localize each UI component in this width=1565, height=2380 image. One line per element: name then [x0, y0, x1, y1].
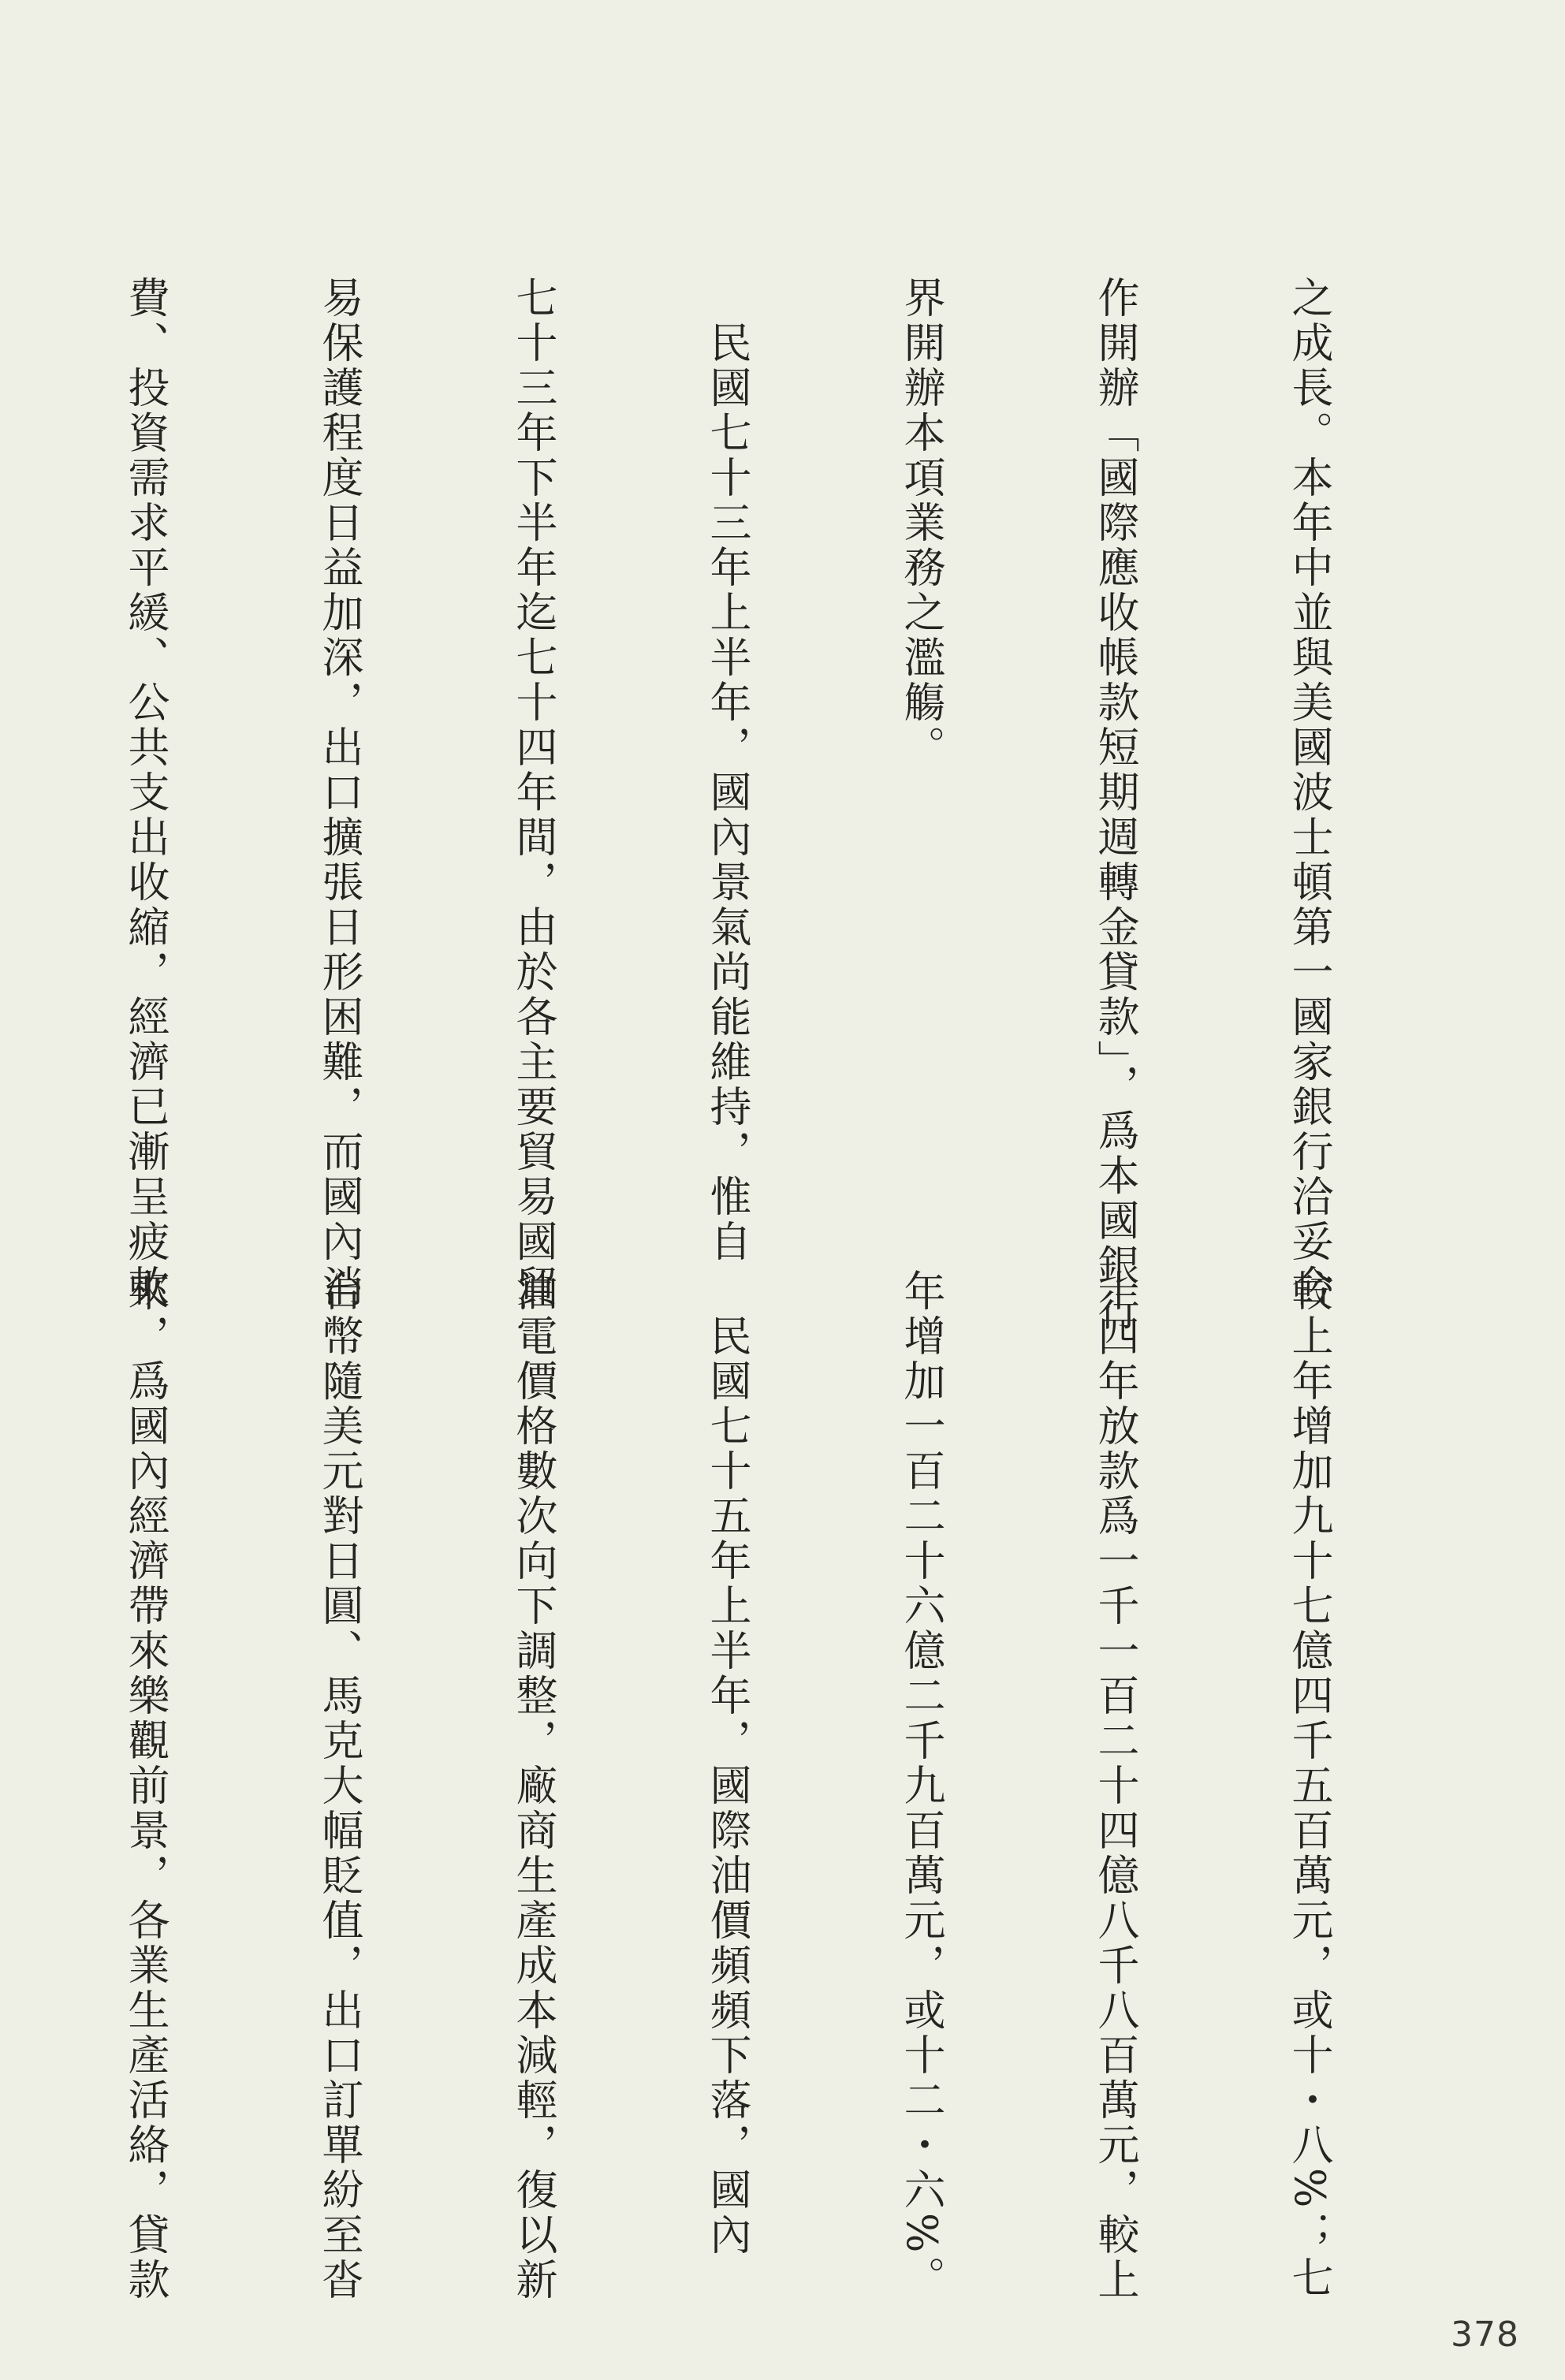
text-column: 油電價格數次向下調整，廠商生產成本減輕，復以新 [509, 1269, 557, 2303]
page-number: 378 [1451, 2315, 1519, 2355]
text-column: 年增加一百二十六億二千九百萬元，或十二・六%。 [897, 1269, 945, 2301]
text-column: 較上年增加九十七億四千五百萬元，或十・八%；七 [1285, 1269, 1333, 2301]
text-column: 來，爲國內經濟帶來樂觀前景，各業生產活絡，貸款 [121, 1269, 170, 2303]
text-column: 台幣隨美元對日圓、馬克大幅貶值，出口訂單紛至沓 [315, 1269, 363, 2303]
text-column: 作開辦「國際應收帳款短期週轉金貸款」，爲本國銀行 [1091, 276, 1139, 1334]
text-column: 七十三年下半年迄七十四年間，由於各主要貿易國貿 [509, 276, 557, 1309]
text-column: 易保護程度日益加深，出口擴張日形困難，而國內消 [315, 276, 363, 1309]
text-column: 民國七十三年上半年，國內景氣尚能維持，惟自 [703, 276, 751, 1264]
text-column: 界開辦本項業務之濫觴。 [897, 276, 945, 770]
lower-text-block [0, 1269, 1470, 2310]
text-column: 費、投資需求平緩、公共支出收縮，經濟已漸呈疲軟 [121, 276, 170, 1309]
upper-text-block [0, 276, 1470, 1334]
text-column: 民國七十五年上半年，國際油價頻頻下落，國內 [703, 1269, 751, 2258]
text-column: 十四年放款爲一千一百二十四億八千八百萬元，較上 [1091, 1269, 1139, 2303]
text-column: 之成長。本年中並與美國波士頓第一國家銀行洽妥合 [1285, 276, 1333, 1309]
